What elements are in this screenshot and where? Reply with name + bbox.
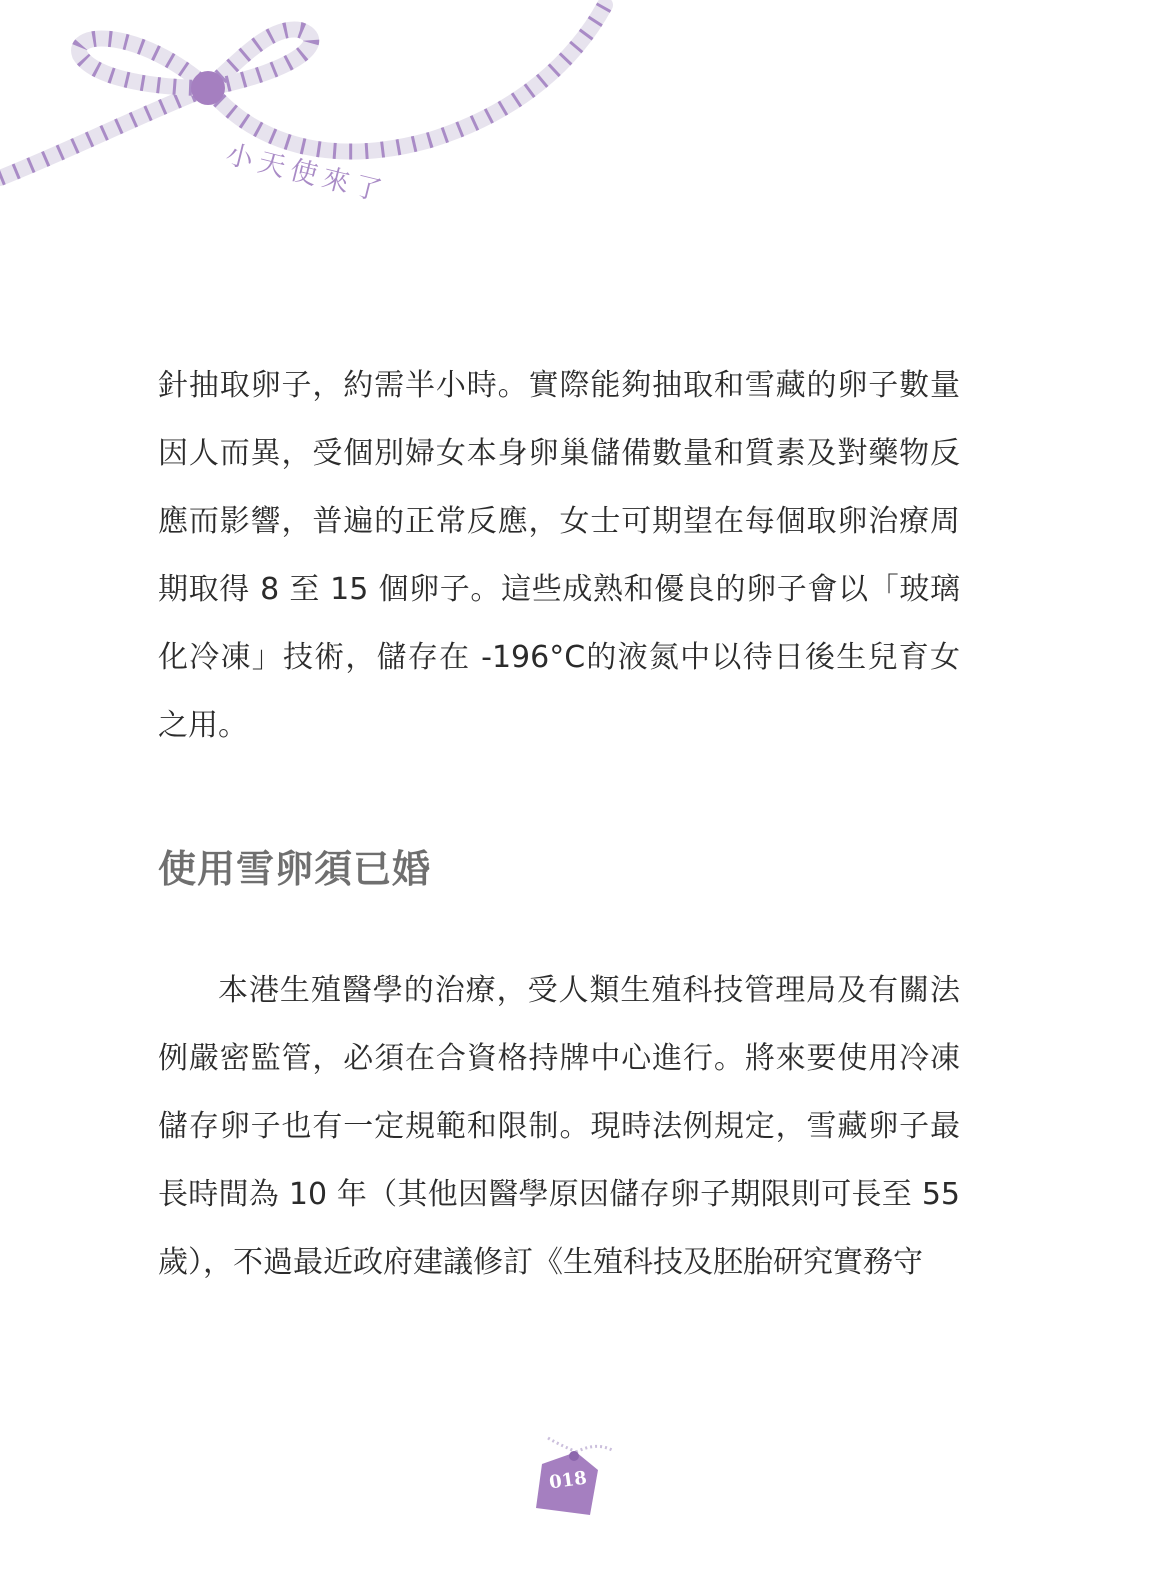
section-1 (158, 352, 960, 760)
section-heading: 使用雪卵須已婚 (158, 847, 432, 891)
page-number: 018 (547, 1467, 589, 1494)
header-title: 小天使來了 (222, 138, 391, 209)
body-paragraph-1: 針抽取卵子，約需半小時。實際能夠抽取和雪藏的卵子數量因人而異，受個別婦女本身卵巢儲備數量和質素及對藥物反應而影響，普遍的正常反應，女士可期望在每個取卵治療周期取得 8 至 15 個卵子。這些成熟和優良的卵子會以「玻璃化冷凍」技術，儲存在 -196°C的液氮中以待日後生兒育女之用。 (158, 368, 960, 743)
body-paragraph-2: 本港生殖醫學的治療，受人類生殖科技管理局及有關法例嚴密監管，必須在合資格持牌中心進行。將來要使用冷凍儲存卵子也有一定規範和限制。現時法例規定，雪藏卵子最長時間為 10 年（其他因醫學原因儲存卵子期限則可長至 55 歲），不過最近政府建議修訂《生殖科技及胚胎研究實務守 (158, 973, 960, 1280)
section-2 (158, 957, 960, 1297)
